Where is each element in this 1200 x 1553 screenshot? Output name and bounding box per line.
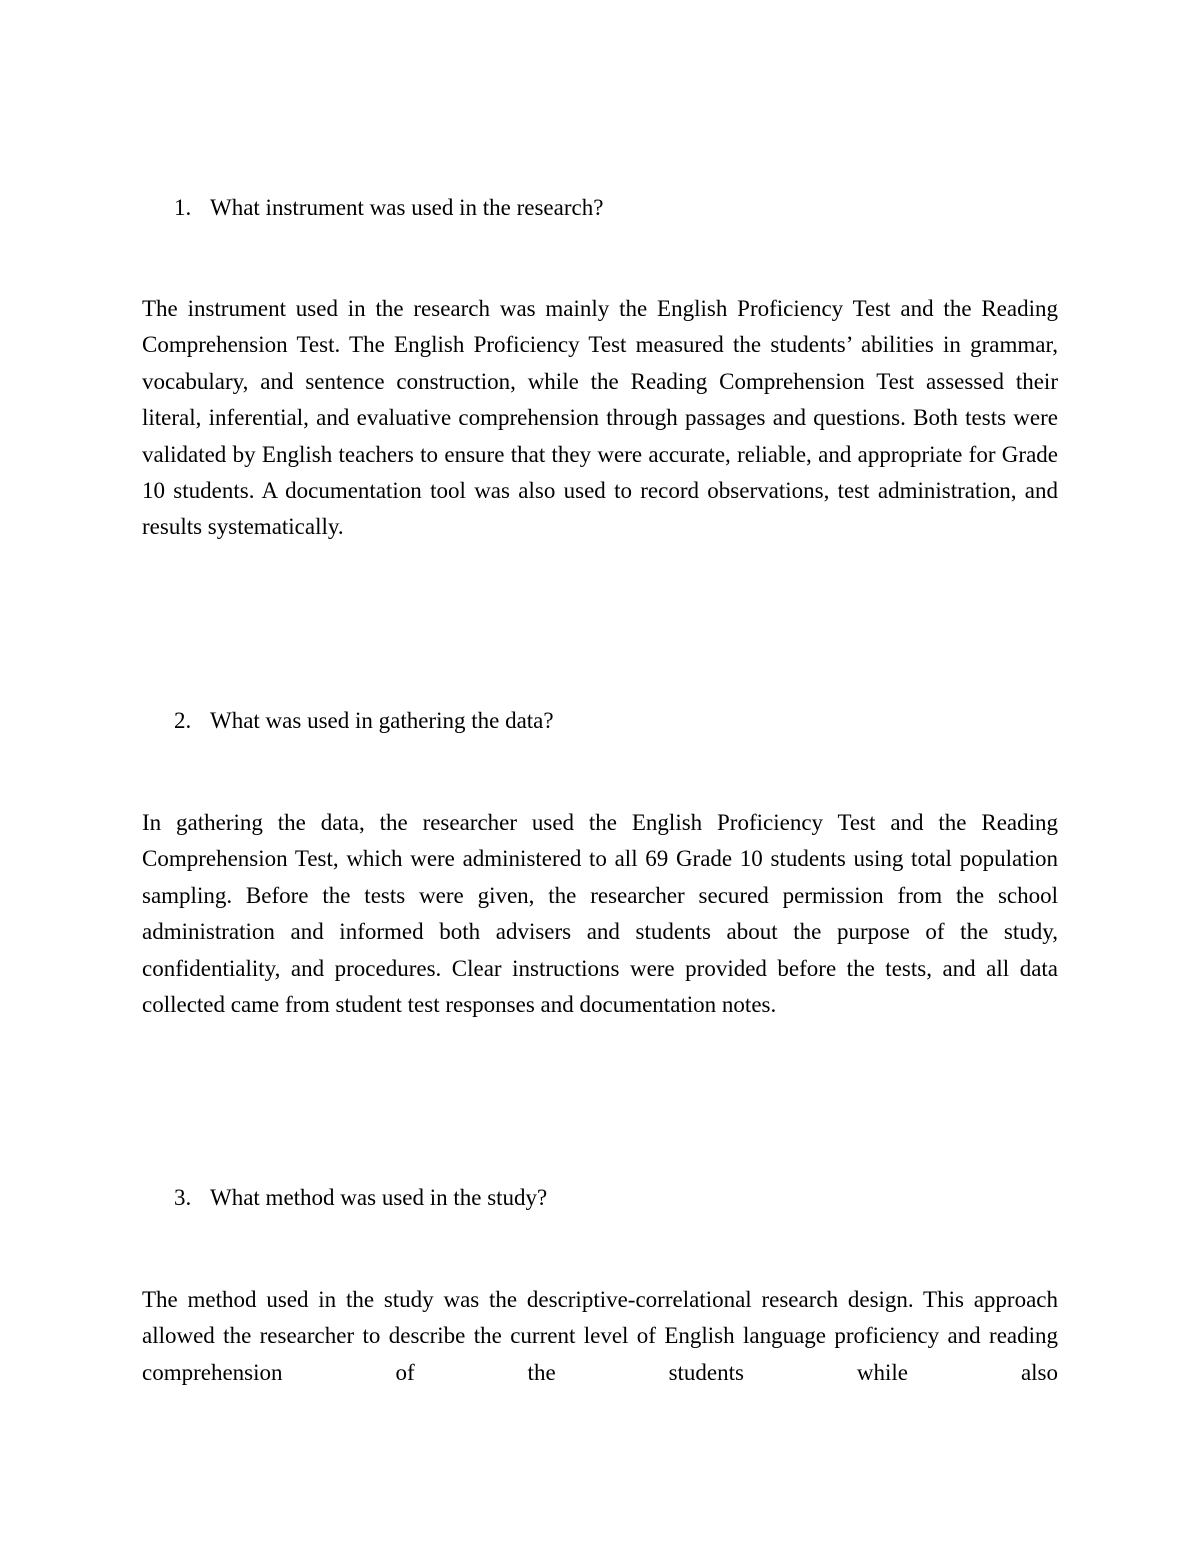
- question-2-text: What was used in gathering the data?: [210, 708, 554, 733]
- question-2-heading: [174, 706, 554, 736]
- question-1-heading: [174, 193, 603, 223]
- question-1-text: What instrument was used in the research?: [210, 195, 604, 220]
- question-3-text: What method was used in the study?: [210, 1185, 548, 1210]
- question-1-number: 1.: [174, 195, 192, 220]
- question-3-heading: [174, 1183, 547, 1213]
- answer-3-paragraph: The method used in the study was the descriptive-correlational research design. This approach allowed the researcher to describe the current level of English language proficiency and reading comprehension of the students while also: [142, 1287, 1058, 1385]
- question-3-number: 3.: [174, 1185, 192, 1210]
- answer-2-paragraph: In gathering the data, the researcher used the English Proficiency Test and the Reading Comprehension Test, which were administered to all 69 Grade 10 students using total population sampling. Before the tests were given, the researcher secured permission from the school administration and informed both advisers and students about the purpose of the study, confidentiality, and procedures. Clear instructions were provided before the tests, and all data collected came from student test responses and documentation notes.: [142, 810, 1058, 1018]
- answer-1-paragraph: The instrument used in the research was mainly the English Proficiency Test and the Reading Comprehension Test. The English Proficiency Test measured the students’ abilities in grammar, vocabulary, and sentence construction, while the Reading Comprehension Test assessed their literal, inferential, and evaluative comprehension through passages and questions. Both tests were validated by English teachers to ensure that they were accurate, reliable, and appropriate for Grade 10 students. A documentation tool was also used to record observations, test administration, and results systematically.: [142, 296, 1058, 540]
- question-2-number: 2.: [174, 708, 192, 733]
